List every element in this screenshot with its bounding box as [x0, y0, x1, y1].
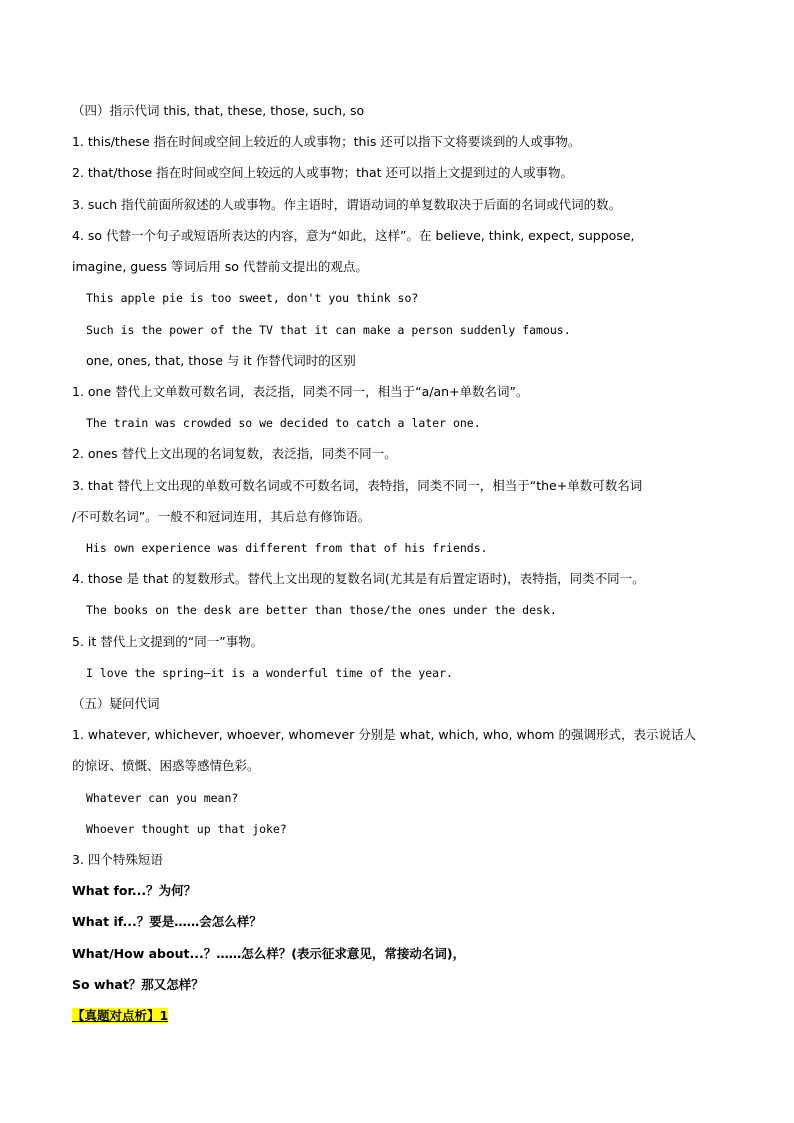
list-item: 2. that/those 指在时间或空间上较远的人或事物；that 还可以指上文提到过的人或事物。	[72, 165, 574, 180]
list-item: 3. that 替代上文出现的单数可数名词或不可数名词，表特指，同类不同一，相当于“the+单数可数名词	[72, 478, 643, 493]
list-item: 3. 四个特殊短语	[72, 852, 163, 867]
example-sentence: Whatever can you mean?	[86, 791, 239, 805]
example-sentence: The books on the desk are better than those/the ones under the desk.	[86, 603, 557, 617]
example-sentence: Such is the power of the TV that it can make a person suddenly famous.	[86, 323, 571, 337]
example-sentence: Whoever thought up that joke?	[86, 822, 287, 836]
phrase-item: What if...？要是……会怎么样？	[72, 914, 262, 929]
list-item: 4. those 是 that 的复数形式。替代上文出现的复数名词(尤其是有后置定语时)，表特指，同类不同一。	[72, 571, 645, 586]
list-item-continued: 的惊讶、愤慨、困惑等感情色彩。	[72, 758, 260, 773]
exam-tag	[72, 1008, 168, 1024]
list-item: 1. this/these 指在时间或空间上较近的人或事物；this 还可以指下文将要谈到的人或事物。	[72, 134, 581, 149]
subsection-heading-substitutes: one, ones, that, those 与 it 作替代词时的区别	[86, 353, 356, 368]
phrase-item: What/How about...？……怎么样？(表示征求意见，常接动名词)，	[72, 946, 466, 961]
section-heading-demonstrative: （四）指示代词 this, that, these, those, such, so	[72, 103, 365, 118]
section-heading-interrogative: （五）疑问代词	[72, 696, 160, 711]
list-item: 5. it 替代上文提到的“同一”事物。	[72, 634, 264, 649]
phrase-item: What for...？为何？	[72, 883, 197, 898]
list-item: 1. whatever, whichever, whoever, whomever 分别是 what, which, who, whom 的强调形式，表示说话人	[72, 727, 696, 742]
list-item: 1. one 替代上文单数可数名词，表泛指，同类不同一，相当于“a/an+单数名词”。	[72, 384, 529, 399]
list-item-continued: /不可数名词”。一般不和冠词连用，其后总有修饰语。	[72, 509, 371, 524]
example-sentence: I love the spring—it is a wonderful time of the year.	[86, 666, 453, 680]
example-sentence: The train was crowded so we decided to catch a later one.	[86, 416, 481, 430]
list-item-continued: imagine, guess 等词后用 so 代替前文提出的观点。	[72, 259, 368, 274]
list-item: 2. ones 替代上文出现的名词复数，表泛指，同类不同一。	[72, 446, 397, 461]
example-sentence: His own experience was different from that of his friends.	[86, 541, 488, 555]
exam-tag-label: 【真题对点析】1	[72, 1008, 169, 1023]
list-item: 4. so 代替一个句子或短语所表达的内容，意为“如此，这样”。在 believe, think, expect, suppose,	[72, 228, 635, 243]
phrase-item: So what？那又怎样？	[72, 977, 204, 992]
example-sentence: This apple pie is too sweet, don't you think so?	[86, 291, 419, 305]
list-item: 3. such 指代前面所叙述的人或事物。作主语时，谓语动词的单复数取决于后面的名词或代词的数。	[72, 197, 622, 212]
